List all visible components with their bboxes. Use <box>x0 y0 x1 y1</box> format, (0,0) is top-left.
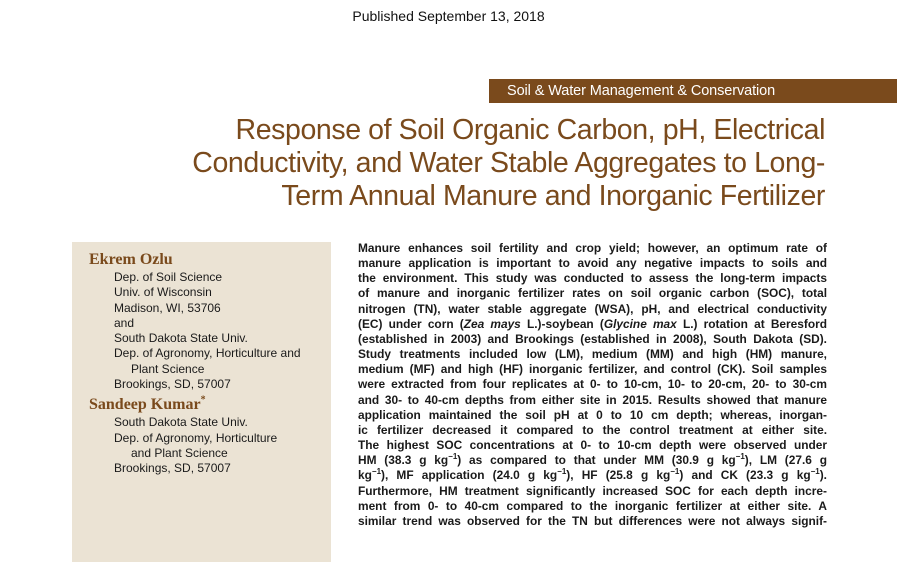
abstract-line: medium (MF) and high (HF) inorganic fertilizer, and control (CK). Soil samples <box>358 362 827 377</box>
section-banner: Soil & Water Management & Conservation <box>489 79 897 103</box>
abstract-line: (EC) under corn (Zea mays L.)-soybean (Glycine max L.) rotation at Beresford <box>358 316 827 331</box>
author-name: Ekrem Ozlu <box>89 251 173 268</box>
author-block <box>89 395 331 476</box>
abstract-line: Manure enhances soil fertility and crop yield; however, an optimum rate of <box>358 241 827 255</box>
abstract-line: nitrogen (TN), water stable aggregate (WSA), pH, and electrical conductivity <box>358 301 827 316</box>
publication-date: Published September 13, 2018 <box>352 8 545 24</box>
abstract-text <box>358 241 827 529</box>
article-title <box>105 114 825 213</box>
corresponding-marker: * <box>200 395 206 407</box>
author-box <box>72 242 331 562</box>
abstract-line: application maintained the soil pH at 0 to 10 cm depth; whereas, inorgan- <box>358 407 827 422</box>
affiliation-line: Brookings, SD, 57007 <box>114 461 231 476</box>
affiliation-line: Brookings, SD, 57007 <box>114 377 231 392</box>
abstract-line: of manure and inorganic fertilizer rates on soil organic carbon (SOC), total <box>358 286 827 301</box>
title-line: Term Annual Manure and Inorganic Fertilizer <box>281 180 825 212</box>
affiliation-line: Univ. of Wisconsin <box>114 285 212 300</box>
abstract-line: were extracted from four replicates at 0- to 10-cm, 10- to 20-cm, 20- to 30-cm <box>358 377 827 392</box>
affiliation-line: and <box>114 315 135 330</box>
affiliation-line: South Dakota State Univ. <box>114 415 248 430</box>
abstract-line: Study treatments included low (LM), medium (MM) and high (HM) manure, <box>358 347 827 362</box>
abstract-line: and 30- to 40-cm depths from either site in 2015. Results showed that manure <box>358 392 827 407</box>
abstract-line: similar trend was observed for the TN but differences were not always signif- <box>358 513 827 528</box>
title-line: Response of Soil Organic Carbon, pH, Electrical <box>235 114 825 146</box>
abstract-line: Furthermore, HM treatment significantly increased SOC for each depth incre- <box>358 483 827 498</box>
affiliation-line: Dep. of Agronomy, Horticulture <box>114 430 278 445</box>
abstract-line: the environment. This study was conducted to assess the long-term impacts <box>358 271 827 286</box>
abstract-line: ic fertilizer decreased it compared to the control treatment at either site. <box>358 422 827 437</box>
abstract-line: The highest SOC concentrations at 0- to 10-cm depth were observed under <box>358 438 827 453</box>
author-block <box>89 250 331 392</box>
abstract-line: $kg^{-1}$), MF application (24.0 g $kg^{-1}$), HF (25.8 g $kg^{-1}$) and CK (23.3 g $kg^{-1}$). <box>358 467 827 483</box>
affiliation-line: Dep. of Soil Science <box>114 270 223 284</box>
affiliation-line: Plant Science <box>131 361 205 376</box>
title-line: Conductivity, and Water Stable Aggregates to Long- <box>192 147 825 179</box>
abstract-line: (established in 2003) and Brookings (established in 2008), South Dakota (SD). <box>358 331 827 346</box>
affiliation-line: and Plant Science <box>131 445 228 460</box>
affiliation-line: Madison, WI, 53706 <box>114 300 221 315</box>
author-name: Sandeep Kumar* <box>89 395 206 414</box>
affiliation-line: South Dakota State Univ. <box>114 331 248 346</box>
abstract-line: manure application is important to avoid any negative impacts to soils and <box>358 256 827 271</box>
abstract-line: HM (38.3 g $kg^{-1}$) as compared to that under MM (30.9 g $kg^{-1}$), LM (27.6 g <box>358 452 827 468</box>
abstract-line: ment from 0- to 40-cm compared to the inorganic fertilizer at either site. A <box>358 498 827 513</box>
affiliation-line: Dep. of Agronomy, Horticulture and <box>114 346 301 361</box>
